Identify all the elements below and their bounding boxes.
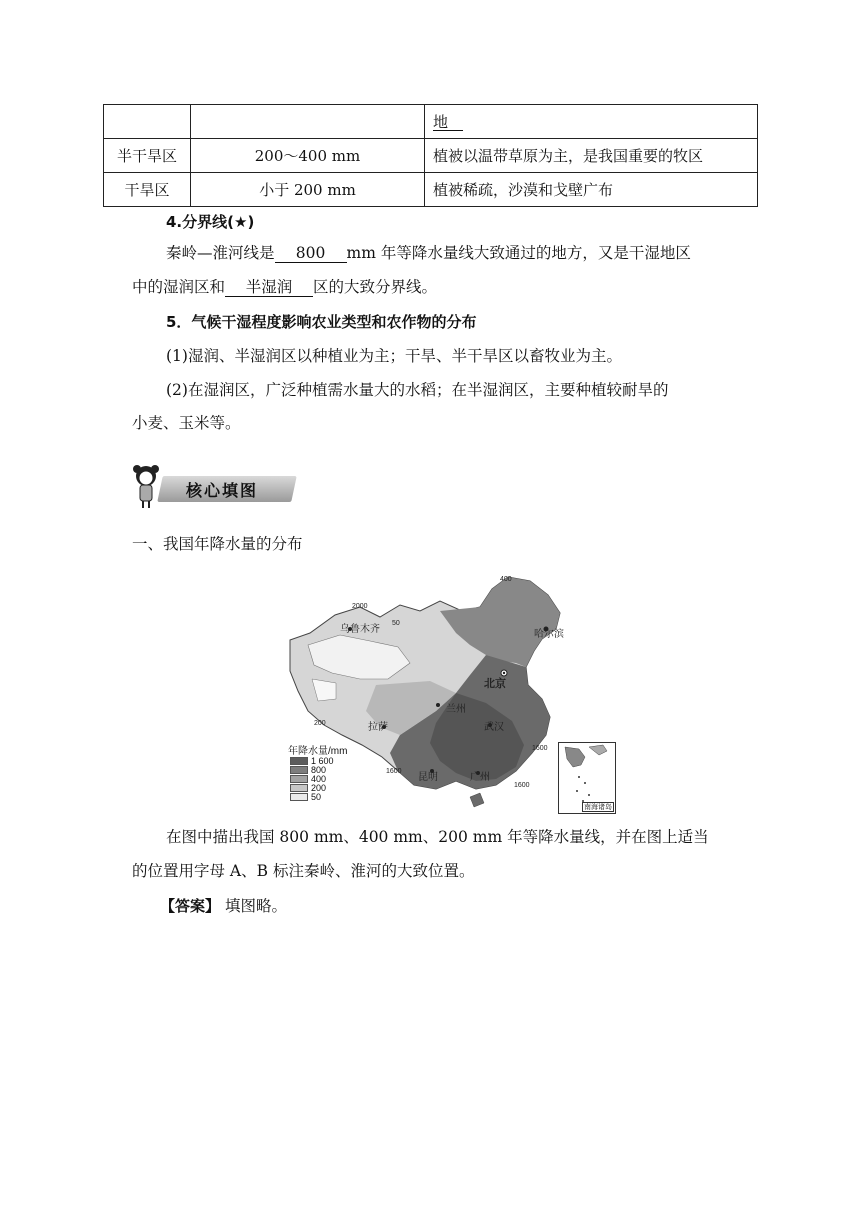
girl-mascot-icon (128, 462, 168, 510)
legend-swatch (290, 766, 308, 774)
task-line-2: 的位置用字母 A、B 标注秦岭、淮河的大致位置。 (132, 862, 475, 880)
legend-item (290, 792, 334, 801)
section-5-heading: 5．气候干湿程度影响农业类型和农作物的分布 (166, 313, 477, 331)
underlined-text: 地 (433, 113, 464, 131)
legend-swatch (290, 784, 308, 792)
banner-title: 核心填图 (186, 481, 259, 500)
table-cell (104, 105, 191, 139)
isoline-label: 400 (500, 576, 512, 583)
answer-text: 填图略。 (220, 897, 287, 915)
core-map-banner (128, 462, 298, 510)
legend-swatch (290, 757, 308, 765)
section-4-paragraph-line-2 (132, 277, 437, 297)
text-run: 中的湿润区和 (132, 278, 226, 296)
table-cell: 200～400 mm (191, 139, 425, 173)
answer-label: 【答案】 (160, 897, 221, 915)
table-cell (191, 105, 425, 139)
table-cell: 小于 200 mm (191, 173, 425, 207)
legend-label: 200 (311, 782, 327, 793)
city-label-guangzhou: 广州 (470, 772, 490, 783)
table-cell (425, 105, 758, 139)
task-line-1: 在图中描出我国 800 mm、400 mm、200 mm 年等降水量线，并在图上适当 (166, 828, 709, 846)
city-label-kunming: 昆明 (418, 772, 438, 783)
section-5-item-1: (1)湿润、半湿润区以种植业为主；干旱、半干旱区以畜牧业为主。 (166, 347, 622, 365)
text-run: 秦岭—淮河线是 (166, 244, 275, 262)
section-5-item-2-line-2: 小麦、玉米等。 (132, 414, 241, 432)
isoline-label: 1600 (514, 782, 530, 789)
table-cell: 干旱区 (104, 173, 191, 207)
section-4-heading: 4.分界线(★) (166, 213, 255, 231)
city-label-harbin: 哈尔滨 (534, 629, 564, 640)
isoline-label: 2000 (352, 603, 368, 610)
climate-zone-table (103, 104, 758, 207)
legend-label: 1 600 (311, 755, 334, 766)
legend-title: 年降水量/mm (288, 746, 348, 757)
text-run: mm 年等降水量线大致通过的地方，又是干湿地区 (346, 244, 691, 262)
city-label-lanzhou: 兰州 (446, 704, 466, 715)
table-row (104, 173, 758, 207)
section-4-paragraph-line-1 (166, 243, 691, 263)
legend-label: 400 (311, 773, 327, 784)
table-row (104, 105, 758, 139)
city-label-wuhan: 武汉 (484, 722, 504, 733)
table-cell: 植被稀疏，沙漠和戈壁广布 (425, 173, 758, 207)
table-cell: 植被以温带草原为主，是我国重要的牧区 (425, 139, 758, 173)
map-heading: 一、我国年降水量的分布 (132, 535, 303, 553)
legend-label: 800 (311, 764, 327, 775)
answer-blank: 半湿润 (225, 278, 313, 297)
table-cell: 半干旱区 (104, 139, 191, 173)
city-label-beijing: 北京 (484, 678, 506, 690)
isoline-label: 1600 (532, 745, 548, 752)
isoline-label: 50 (392, 620, 400, 627)
table-row (104, 139, 758, 173)
city-label-urumqi: 乌鲁木齐 (340, 624, 380, 635)
text-run: 区的大致分界线。 (313, 278, 438, 296)
legend-swatch (290, 793, 308, 801)
answer-blank: 800 (275, 244, 347, 263)
south-china-sea-inset (558, 742, 616, 814)
city-label-lhasa: 拉萨 (368, 722, 388, 733)
answer-line (160, 896, 287, 916)
isoline-label: 1600 (386, 768, 402, 775)
legend-label: 50 (311, 791, 322, 802)
section-5-item-2-line-1: (2)在湿润区，广泛种植需水量大的水稻；在半湿润区，主要种植较耐旱的 (166, 381, 669, 399)
legend-swatch (290, 775, 308, 783)
isoline-label: 200 (314, 720, 326, 727)
map-legend (290, 756, 334, 801)
inset-label: 南海诸岛 (584, 803, 612, 811)
